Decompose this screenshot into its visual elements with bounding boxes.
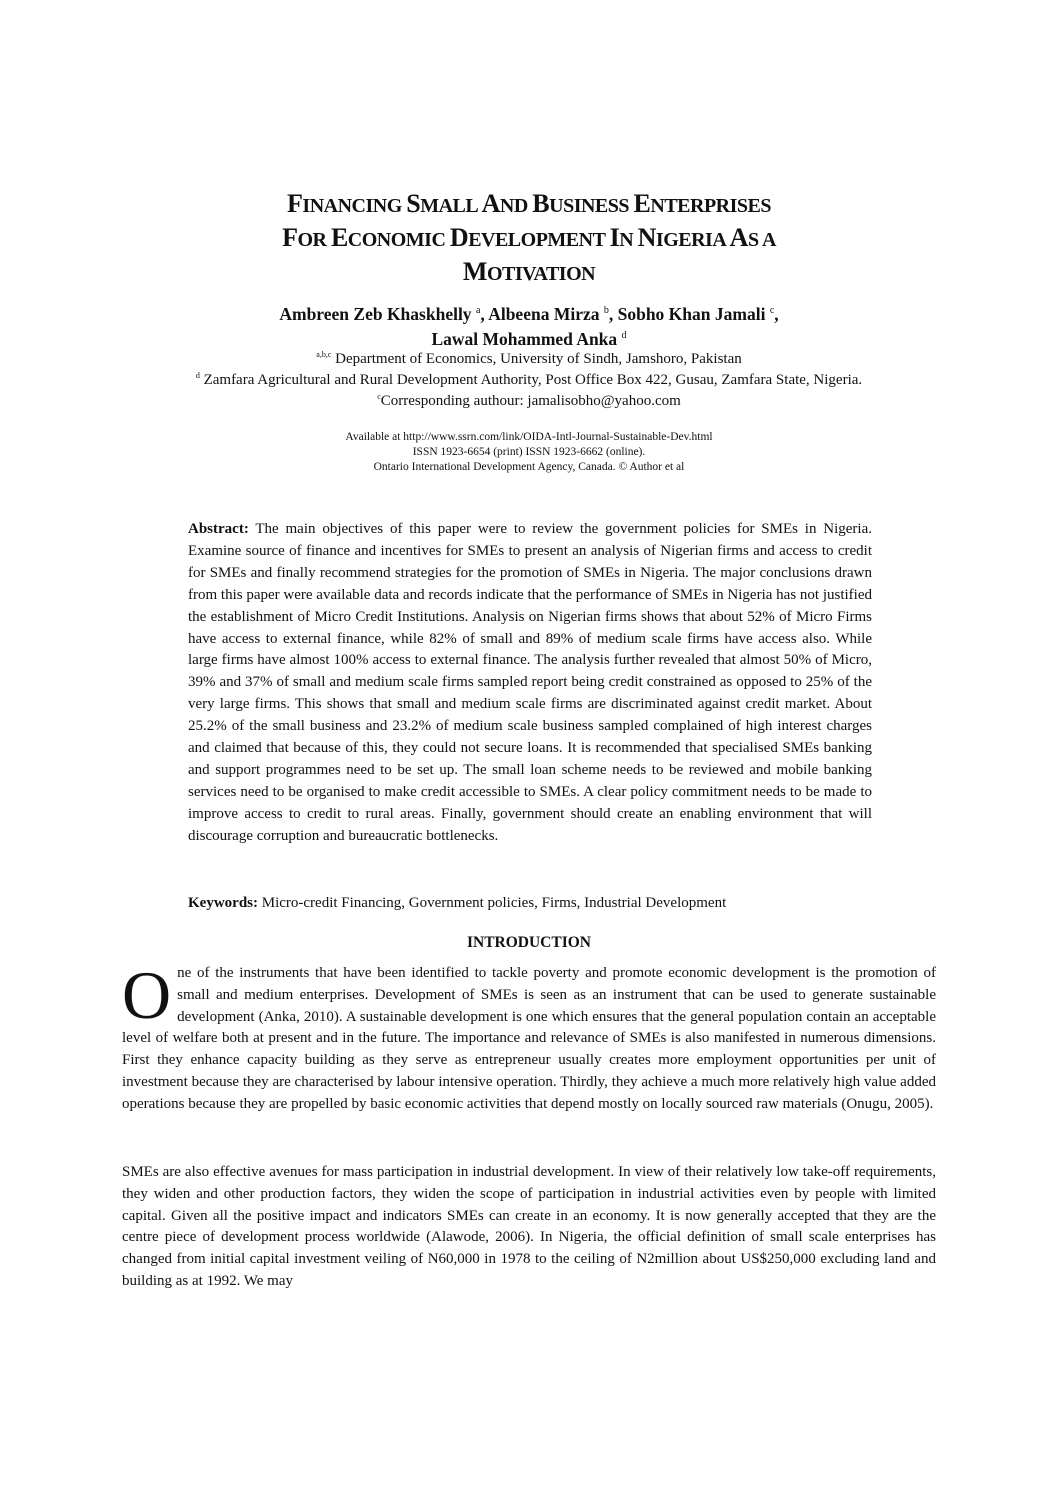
affiliation: $^d$ Zamfara Agricultural and Rural Development Authority, Post Office Box 422, Gusau, Zamfara State, Nigeria.: [195, 371, 863, 388]
keywords-text: Micro-credit Financing, Government policies, Firms, Industrial Development: [261, 895, 727, 911]
intro-text: ne of the instruments that have been identified to tackle poverty and promote economic development is the promotion of small and medium enterprises. Development of SMEs is seen as an instrument that can be used to generate sustainable development (Anka, 2010). A sustainable development is one which ensures that the general population contain an acceptable level of welfare both at present and in the future. The importance and relevance of SMEs is also manifested in numerous dimensions. First they enhance capacity building as they serve as entrepreneur usually creates more employment opportunities per unit of investment because they are characterised by labour intensive operation. Thirdly, they achieve a much more relatively high value added operations because they are propelled by basic economic activities that depend mostly on locally sourced raw materials (Onugu, 2005).: [122, 965, 936, 1112]
abstract-label: Abstract:: [188, 521, 249, 537]
keywords: [188, 893, 888, 913]
section-heading: INTRODUCTION: [466, 934, 591, 951]
title-line-3: MOTIVATION: [462, 257, 596, 286]
intro-paragraph-2: SMEs are also effective avenues for mass participation in industrial development. In view of their relatively low take-off requirements, they widen and other production factors, they widen the scope of participation in industrial activities even by people with limited capital. Given all the positive impact and indicators SMEs can create in an economy. It is now generally accepted that they are the centre piece of development process worldwide (Alawode, 2006). In Nigeria, the official definition of small scale enterprises has changed from initial capital investment veiling of N60,000 in 1978 to the ceiling of N2million about US$250,000 excluding land and building as at 1992. We may: [122, 1164, 936, 1289]
availability-info: [250, 430, 808, 475]
abstract: [188, 519, 872, 848]
author-list: Ambreen Zeb Khaskhelly $^a$, Albeena Mirza $^b$, Sobho Khan Jamali $^c$, Lawal Mohammed Anka $^d$: [279, 304, 779, 349]
availability-url[interactable]: Available at http://www.ssrn.com/link/OIDA-Intl-Journal-Sustainable-Dev.html: [345, 431, 713, 443]
drop-cap: O: [122, 957, 172, 1033]
title-line-1: FINANCING SMALL AND BUSINESS ENTERPRISES: [287, 189, 771, 218]
author-name: Lawal Mohammed Anka: [431, 329, 618, 349]
author-name: Albeena Mirza: [488, 304, 600, 324]
author-name: Sobho Khan Jamali: [617, 304, 766, 324]
title-line-2: FOR ECONOMIC DEVELOPMENT IN NIGERIA AS A: [282, 223, 776, 252]
issn-line: ISSN 1923-6654 (print) ISSN 1923-6662 (online).: [412, 446, 646, 458]
affiliation: $^{a,b,c}$ Department of Economics, University of Sindh, Jamshoro, Pakistan: [316, 350, 742, 367]
keywords-label: Keywords:: [188, 895, 258, 911]
abstract-text: The main objectives of this paper were to review the government policies for SMEs in Nigeria. Examine source of finance and incentives for SMEs to present an analysis of Nigerian firms and access to credit for SMEs and finally recommend strategies for the promotion of SMEs in Nigeria. The major conclusions drawn from this paper were available data and records indicate that the performance of SMEs in Nigeria has not justified the establishment of Micro Credit Institutions. Analysis on Nigerian firms shows that about 52% of Micro Firms have access to external finance, while 82% of small and 89% of medium scale firms have access also. While large firms have almost 100% access to external finance. The analysis further revealed that almost 50% of Micro, 39% and 37% of small and medium scale firms sampled report being credit constrained as opposed to 25% of the very large firms. This shows that small and medium scale firms are discriminated against credit market. About 25.2% of the small business and 23.2% of medium scale business sampled complained of high interest charges and claimed that because of this, they could not secure loans. It is recommended that specialised SMEs banking and support programmes need to be set up. The small loan scheme needs to be reviewed and mobile banking services need to be organised to make credit accessible to SMEs. A clear policy commitment needs to be made to improve access to credit to rural areas. Finally, government should create an enabling environment that will discourage corruption and bureaucratic bottlenecks.: [188, 521, 872, 844]
intro-paragraph-1: [122, 957, 936, 1116]
paper-title: [150, 188, 908, 290]
author-name: Ambreen Zeb Khaskhelly: [279, 304, 472, 324]
corresponding-author: $^c$Corresponding authour: jamalisobho@yahoo.com: [377, 392, 681, 409]
publisher-line: Ontario International Development Agency, Canada. © Author et al: [373, 461, 685, 473]
